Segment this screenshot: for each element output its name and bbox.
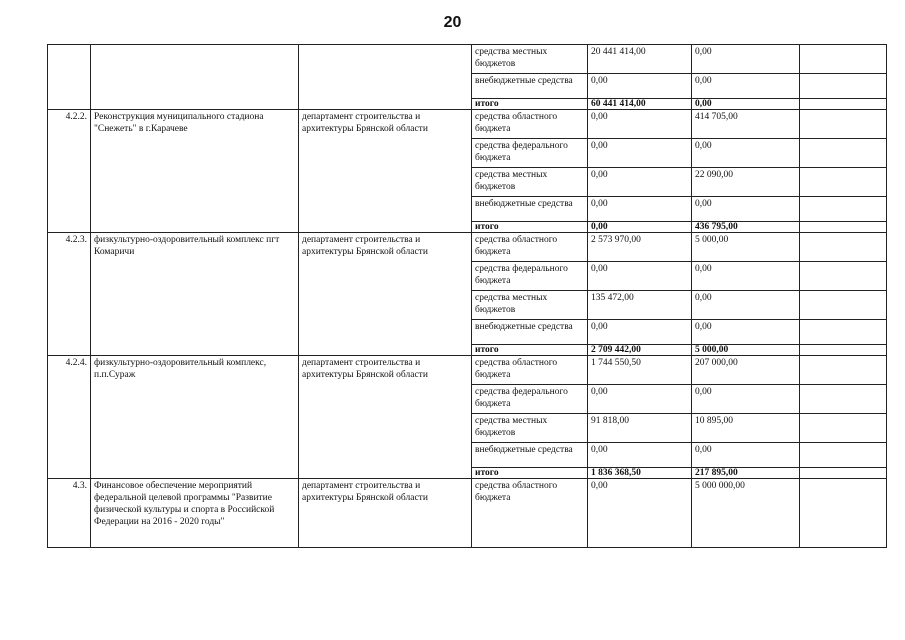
amount-col-2: 0,00: [692, 262, 800, 291]
empty-cell: [800, 291, 887, 320]
amount-col-1: 2 709 442,00: [588, 345, 692, 356]
amount-col-1: 0,00: [588, 197, 692, 222]
amount-col-2: 0,00: [692, 139, 800, 168]
amount-col-2: 0,00: [692, 74, 800, 99]
responsible-department: департамент строительства и архитектуры Брянской области: [299, 479, 472, 548]
responsible-department: [299, 45, 472, 110]
empty-cell: [800, 197, 887, 222]
amount-col-1: 0,00: [588, 320, 692, 345]
empty-cell: [800, 479, 887, 548]
empty-cell: [800, 139, 887, 168]
funding-source: итого: [472, 222, 588, 233]
item-name: [91, 45, 299, 110]
amount-col-2: 5 000,00: [692, 233, 800, 262]
responsible-department: департамент строительства и архитектуры Брянской области: [299, 356, 472, 479]
item-name: физкультурно-оздоровительный комплекс пгт Комаричи: [91, 233, 299, 356]
empty-cell: [800, 345, 887, 356]
amount-col-1: 0,00: [588, 443, 692, 468]
funding-source: средства местных бюджетов: [472, 414, 588, 443]
item-number: [48, 45, 91, 110]
funding-source: итого: [472, 468, 588, 479]
funding-source: средства областного бюджета: [472, 110, 588, 139]
amount-col-1: 0,00: [588, 139, 692, 168]
funding-source: итого: [472, 99, 588, 110]
table-row: [48, 479, 887, 548]
amount-col-1: 0,00: [588, 168, 692, 197]
amount-col-1: 0,00: [588, 110, 692, 139]
item-number: 4.2.3.: [48, 233, 91, 356]
empty-cell: [800, 468, 887, 479]
amount-col-2: 414 705,00: [692, 110, 800, 139]
amount-col-2: 0,00: [692, 443, 800, 468]
amount-col-2: 0,00: [692, 197, 800, 222]
funding-source: внебюджетные средства: [472, 74, 588, 99]
empty-cell: [800, 356, 887, 385]
item-name: физкультурно-оздоровительный комплекс, п.п.Сураж: [91, 356, 299, 479]
funding-source: итого: [472, 345, 588, 356]
funding-source: средства областного бюджета: [472, 233, 588, 262]
amount-col-2: 10 895,00: [692, 414, 800, 443]
funding-source: средства федерального бюджета: [472, 385, 588, 414]
empty-cell: [800, 168, 887, 197]
funding-source: средства областного бюджета: [472, 356, 588, 385]
funding-source: средства местных бюджетов: [472, 168, 588, 197]
empty-cell: [800, 262, 887, 291]
amount-col-1: 1 836 368,50: [588, 468, 692, 479]
responsible-department: департамент строительства и архитектуры Брянской области: [299, 110, 472, 233]
empty-cell: [800, 385, 887, 414]
amount-col-2: 0,00: [692, 385, 800, 414]
empty-cell: [800, 45, 887, 74]
amount-col-2: 0,00: [692, 320, 800, 345]
table-row: [48, 233, 887, 262]
amount-col-2: 0,00: [692, 291, 800, 320]
amount-col-1: 91 818,00: [588, 414, 692, 443]
funding-source: внебюджетные средства: [472, 197, 588, 222]
amount-col-2: 5 000,00: [692, 345, 800, 356]
amount-col-2: 217 895,00: [692, 468, 800, 479]
amount-col-2: 436 795,00: [692, 222, 800, 233]
item-name: Финансовое обеспечение мероприятий федеральной целевой программы "Развитие физической культуры и спорта в Российской Федерации на 2016 - 2020 годы": [91, 479, 299, 548]
page-number: 20: [443, 14, 462, 31]
empty-cell: [800, 74, 887, 99]
responsible-department: департамент строительства и архитектуры Брянской области: [299, 233, 472, 356]
funding-source: средства федерального бюджета: [472, 262, 588, 291]
empty-cell: [800, 233, 887, 262]
funding-source: внебюджетные средства: [472, 443, 588, 468]
amount-col-1: 135 472,00: [588, 291, 692, 320]
empty-cell: [800, 222, 887, 233]
amount-col-1: 1 744 550,50: [588, 356, 692, 385]
table-row: [48, 356, 887, 385]
amount-col-2: 22 090,00: [692, 168, 800, 197]
amount-col-1: 0,00: [588, 262, 692, 291]
table-row: [48, 110, 887, 139]
amount-col-1: 60 441 414,00: [588, 99, 692, 110]
amount-col-1: 0,00: [588, 74, 692, 99]
amount-col-1: 2 573 970,00: [588, 233, 692, 262]
table-row: [48, 45, 887, 74]
amount-col-2: 5 000 000,00: [692, 479, 800, 548]
funding-source: внебюджетные средства: [472, 320, 588, 345]
amount-col-2: 0,00: [692, 45, 800, 74]
amount-col-2: 207 000,00: [692, 356, 800, 385]
amount-col-1: 20 441 414,00: [588, 45, 692, 74]
amount-col-1: 0,00: [588, 222, 692, 233]
empty-cell: [800, 99, 887, 110]
program-funding-table: [47, 44, 887, 548]
item-number: 4.2.4.: [48, 356, 91, 479]
amount-col-1: 0,00: [588, 479, 692, 548]
amount-col-1: 0,00: [588, 385, 692, 414]
funding-source: средства областного бюджета: [472, 479, 588, 548]
amount-col-2: 0,00: [692, 99, 800, 110]
empty-cell: [800, 110, 887, 139]
empty-cell: [800, 320, 887, 345]
funding-source: средства местных бюджетов: [472, 291, 588, 320]
empty-cell: [800, 414, 887, 443]
item-name: Реконструкция муниципального стадиона "Снежеть" в г.Карачеве: [91, 110, 299, 233]
funding-source: средства местных бюджетов: [472, 45, 588, 74]
empty-cell: [800, 443, 887, 468]
item-number: 4.2.2.: [48, 110, 91, 233]
item-number: 4.3.: [48, 479, 91, 548]
funding-source: средства федерального бюджета: [472, 139, 588, 168]
